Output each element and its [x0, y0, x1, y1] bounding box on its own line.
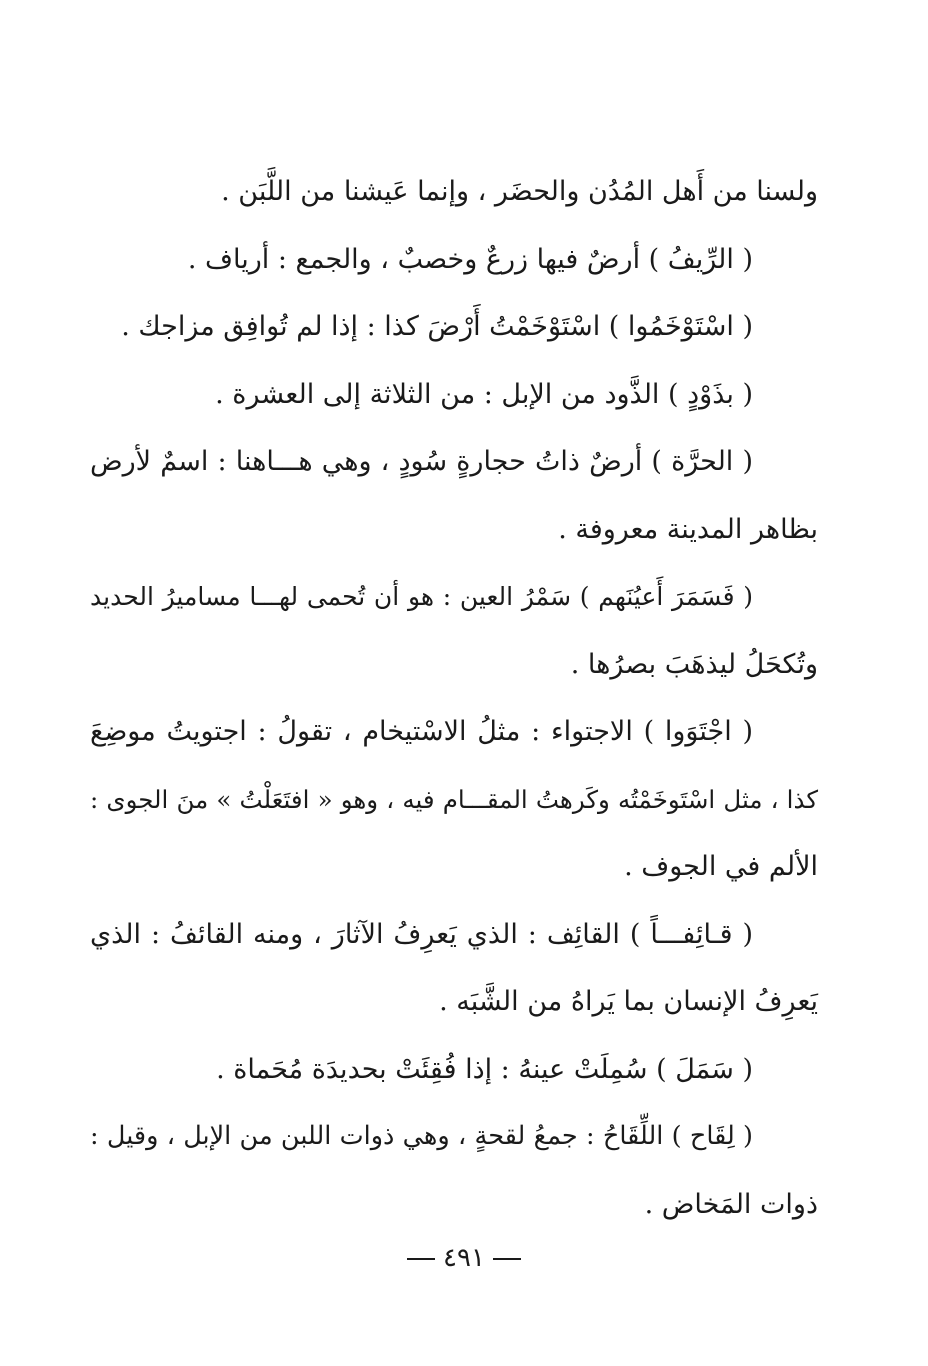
body-text — [90, 158, 818, 1238]
text-line-12: ( قـائِفـــاً ) القائِف : الذي يَعرِفُ الآثارَ ، ومنه القائفُ : الذي — [90, 918, 753, 950]
page-number — [0, 1238, 928, 1278]
text-line-1: ولسنا من أَهل المُدُن والحضَر ، وإنما عَيشنا من اللَّبَن . — [221, 176, 818, 207]
text-line-8: وتُكحَلُ ليذهَبَ بصرُها . — [570, 648, 818, 680]
right-dash — [493, 1258, 521, 1260]
text-line-13: يَعرِفُ الإنسان بما يَراهُ من الشَّبَه . — [439, 986, 818, 1017]
text-line-3: ( اسْتَوْخَمُوا ) اسْتَوْخَمْتُ أَرْضَ كذا : إذا لم تُوافِق مزاجك . — [121, 311, 753, 342]
text-line-14: ( سَمَلَ ) سُمِلَتْ عينهُ : إذا فُقِئَتْ بحديدَة مُحَماة . — [216, 1053, 753, 1085]
text-line-11: الألم في الجوف . — [624, 851, 818, 882]
text-line-6: بظاهر المدينة معروفة . — [558, 513, 818, 545]
text-line-10: كذا ، مثل اسْتَوخَمْتُه وكَرهتُ المقـــام فيه ، وهو « افتَعَلْتُ » منَ الجوى : — [90, 784, 818, 814]
page-number-value: ٤٩١ — [443, 1243, 485, 1273]
text-line-15: ( لِقَاح ) اللِّقَاحُ : جمعُ لقحةٍ ، وهي ذوات اللبن من الإبل ، وقيل : — [90, 1121, 753, 1151]
text-line-4: ( بذَوْدٍ ) الذَّود من الإبل : من الثلاثة إلى العشرة . — [215, 378, 753, 410]
left-dash — [407, 1258, 435, 1260]
text-line-2: ( الرِّيفُ ) أرضٌ فيها زرعٌ وخصبٌ ، والجمع : أرياف . — [187, 243, 753, 275]
text-line-16: ذوات المَخاض . — [644, 1188, 818, 1220]
text-line-7: ( فَسَمَرَ أَعيُنَهم ) سَمْرُ العين : هو أن تُحمى لهـــا مساميرُ الحديد — [90, 582, 753, 611]
text-line-9: ( اجْتَوَوا ) الاجتواء : مثلُ الاسْتيخام ، تقولُ : اجتويتُ موضِعَ — [90, 716, 753, 747]
text-line-5: ( الحرَّة ) أرضٌ ذاتُ حجارةٍ سُودٍ ، وهي هـــاهنا : اسمٌ لأرض — [90, 446, 753, 477]
